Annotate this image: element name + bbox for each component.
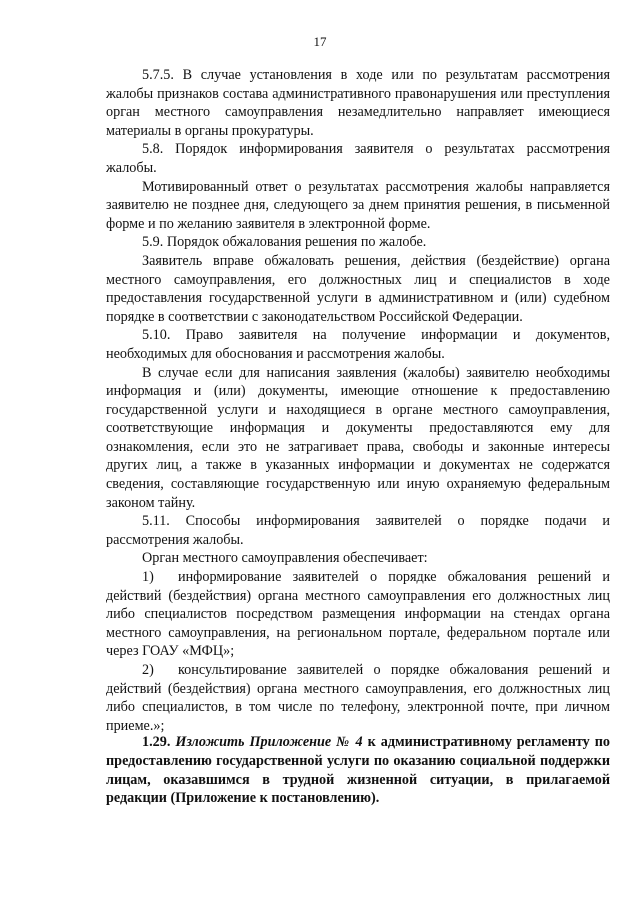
- paragraph-5-9-heading: 5.9. Порядок обжалования решения по жалобе.: [142, 234, 427, 251]
- paragraph-5-7-5: 5.7.5. В случае установления в ходе или по результатам рассмотрения жалобы признаков состава административного правонарушения или преступления орган местного самоуправления незамедлительно направляет имеющиеся материалы в органы прокуратуры.: [106, 67, 610, 139]
- closing-number: 1.29.: [142, 734, 171, 750]
- list-number: 2): [142, 662, 154, 678]
- paragraph-5-11-heading: 5.11. Способы информирования заявителей о порядке подачи и рассмотрения жалобы.: [106, 513, 610, 548]
- paragraph-5-10-body: В случае если для написания заявления (жалобы) заявителю необходимы информация и (или) документы, имеющие отношение к предоставлению государственной услуги и находящиеся в органе местного самоуправления, соответствующие информация и документы предоставляются ему для ознакомления, если это не затрагивает права, свободы и законные интересы других лиц, а также в указанных информации и документах не содержатся сведения, составляющие государственную или иную охраняемую федеральным законом тайну.: [106, 364, 610, 511]
- paragraph-5-10-heading: 5.10. Право заявителя на получение информации и документов, необходимых для обоснования и рассмотрения жалобы.: [106, 327, 610, 362]
- closing-text: к административному регламенту по предоставлению государственной услуги по оказанию социальной поддержки лицам, оказавшимся в трудной жизненной ситуации, в прилагаемой редакции (Приложение к постановлению).: [106, 734, 610, 807]
- paragraph-5-8-body: Мотивированный ответ о результатах рассмотрения жалобы направляется заявителю не позднее дня, следующего за днем принятия решения, в письменной форме и по желанию заявителя в электронной форме.: [106, 178, 610, 232]
- list-text: информирование заявителей о порядке обжалования решений и действий (бездействия) органа местного самоуправления его должностных лиц либо специалистов посредством размещения информации на стендах органа местного самоуправления, на региональном портале, федеральном портале или через ГОАУ «МФЦ»;: [106, 569, 610, 660]
- list-number: 1): [142, 569, 154, 586]
- document-body: [106, 66, 610, 735]
- list-item-1: [106, 568, 610, 661]
- list-item-2: [106, 661, 610, 735]
- page-number: 17: [313, 34, 327, 49]
- closing-verb: Изложить Приложение № 4: [175, 734, 363, 750]
- paragraph-5-8-heading: 5.8. Порядок информирования заявителя о результатах рассмотрения жалобы.: [106, 141, 610, 176]
- paragraph-5-11-intro: Орган местного самоуправления обеспечивает:: [142, 550, 428, 567]
- paragraph-5-9-body: Заявитель вправе обжаловать решения, действия (бездействие) органа местного самоуправления, его должностных лиц и специалистов в ходе предоставления государственной услуги в административном и (или) судебном порядке в соответствии с законодательством Российской Федерации.: [106, 252, 610, 325]
- closing-paragraph: [106, 733, 610, 808]
- list-text: консультирование заявителей о порядке обжалования решений и действий (бездействия) органа местного самоуправления, его должностных лиц либо специалистов, в том числе по телефону, электронной почте, при личном приеме.»;: [106, 662, 610, 734]
